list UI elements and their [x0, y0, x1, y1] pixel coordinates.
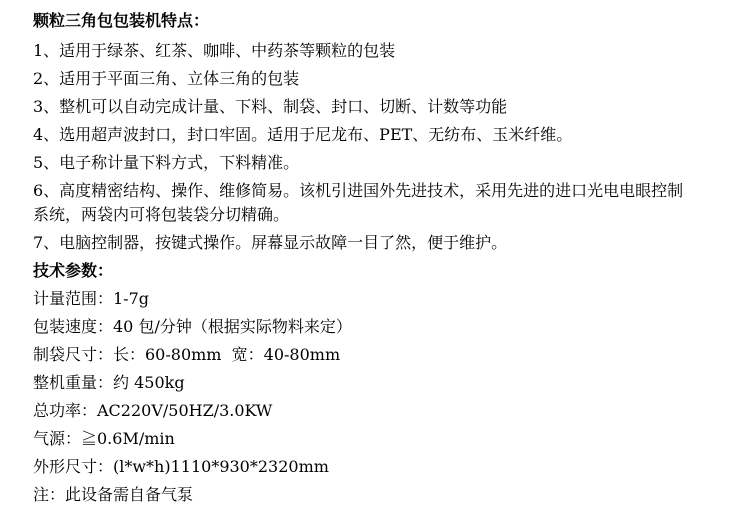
spec-item-outer-dimensions: 外形尺寸：(l*w*h)1110*930*2320mm	[33, 457, 329, 476]
document-content	[33, 9, 693, 507]
specs-heading: 技术参数：	[33, 261, 114, 280]
spec-item-note: 注：此设备需自备气泵	[33, 485, 194, 504]
specs-list	[33, 287, 693, 507]
feature-item: 4、选用超声波封口，封口牢固。适用于尼龙布、PET、无纺布、玉米纤维。	[33, 125, 573, 144]
feature-item: 1、适用于绿茶、红茶、咖啡、中药茶等颗粒的包装	[33, 41, 396, 60]
feature-item: 6、高度精密结构、操作、维修简易。该机引进国外先进技术，采用先进的进口光电电眼控制系统，两袋内可将包装袋分切精确。	[33, 181, 684, 224]
feature-item: 7、电脑控制器，按键式操作。屏幕显示故障一目了然，便于维护。	[33, 233, 508, 252]
spec-item-weighing-range: 计量范围：1-7g	[33, 289, 150, 308]
spec-item-packing-speed: 包装速度：40 包/分钟（根据实际物料来定）	[33, 317, 352, 336]
spec-item-machine-weight: 整机重量：约 450kg	[33, 373, 185, 392]
feature-item: 3、整机可以自动完成计量、下料、制袋、封口、切断、计数等功能	[33, 97, 508, 116]
features-heading: 颗粒三角包包装机特点：	[33, 11, 210, 30]
feature-item: 2、适用于平面三角、立体三角的包装	[33, 69, 300, 88]
spec-item-total-power: 总功率：AC220V/50HZ/3.0KW	[33, 401, 273, 420]
spec-item-bag-size: 制袋尺寸：长：60-80mm 宽：40-80mm	[33, 345, 341, 364]
features-list	[33, 39, 693, 255]
feature-item: 5、电子称计量下料方式，下料精准。	[33, 153, 300, 172]
spec-item-air-supply: 气源：≧0.6M/min	[33, 429, 175, 448]
